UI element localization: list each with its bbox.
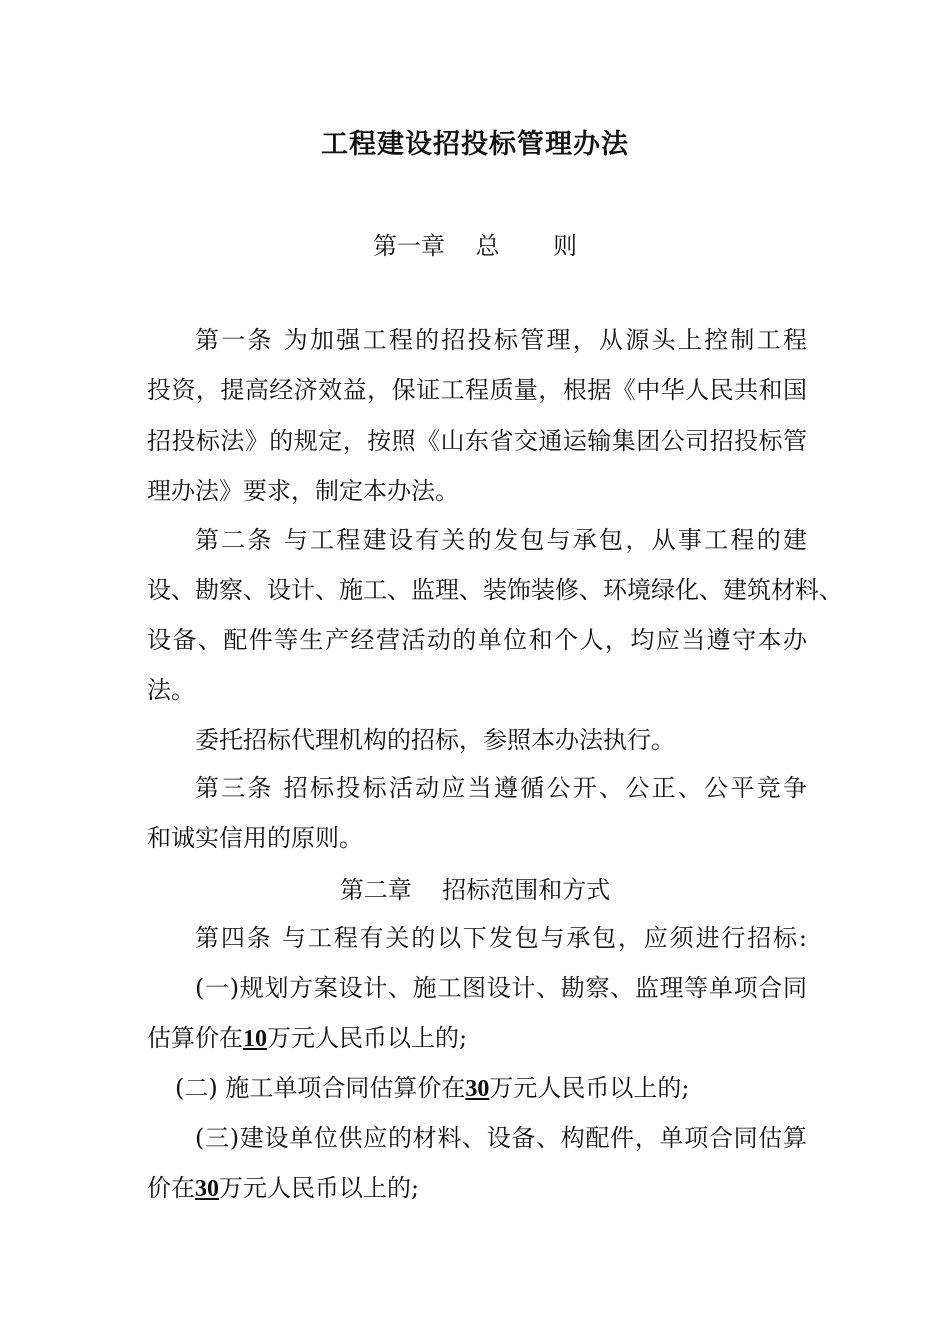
article-4-line: 第四条 与工程有关的以下发包与承包，应须进行招标: [195, 924, 807, 952]
document-title: 工程建设招投标管理办法 [321, 129, 629, 160]
item-2-line [175, 1073, 807, 1104]
item-3-line-2 [147, 1173, 807, 1204]
chapter-1-heading: 第一章 总 则 [373, 232, 577, 260]
item-1-prefix: 估算价在 [147, 1024, 243, 1052]
item-3-amount: 30 [195, 1176, 219, 1202]
chapter-2-heading: 第二章 招标范围和方式 [339, 876, 611, 904]
article-1-line-2: 投资，提高经济效益，保证工程质量，根据《中华人民共和国 [147, 376, 807, 404]
article-1-line-4: 理办法》要求，制定本办法。 [147, 477, 459, 505]
item-2-amount: 30 [465, 1076, 490, 1102]
article-1-line-3: 招投标法》的规定，按照《山东省交通运输集团公司招投标管 [147, 427, 807, 455]
item-1-line-1: (一)规划方案设计、施工图设计、勘察、监理等单项合同 [195, 974, 807, 1002]
item-1-suffix: 万元人民币以上的; [267, 1024, 468, 1052]
article-2-line-3: 设备、配件等生产经营活动的单位和个人，均应当遵守本办 [147, 626, 807, 654]
item-1-line-2 [147, 1023, 807, 1054]
item-2-prefix: (二) 施工单项合同估算价在 [175, 1074, 466, 1102]
article-2-line-4: 法。 [147, 676, 195, 704]
item-3-line-1: (三)建设单位供应的材料、设备、构配件，单项合同估算 [195, 1124, 807, 1152]
item-3-suffix: 万元人民币以上的; [219, 1174, 420, 1202]
article-3-line-2: 和诚实信用的原则。 [147, 824, 363, 852]
item-2-suffix: 万元人民币以上的; [489, 1074, 690, 1102]
article-1-line-1: 第一条 为加强工程的招投标管理，从源头上控制工程 [195, 326, 807, 354]
article-2-paragraph-2: 委托招标代理机构的招标，参照本办法执行。 [195, 726, 675, 754]
article-3-line-1: 第三条 招标投标活动应当遵循公开、公正、公平竞争 [195, 774, 807, 802]
article-2-line-2: 设、勘察、设计、施工、监理、装饰装修、环境绿化、建筑材料、 [147, 576, 843, 604]
item-1-amount: 10 [243, 1026, 267, 1052]
item-3-prefix: 价在 [147, 1174, 195, 1202]
article-2-line-1: 第二条 与工程建设有关的发包与承包，从事工程的建 [195, 526, 807, 554]
